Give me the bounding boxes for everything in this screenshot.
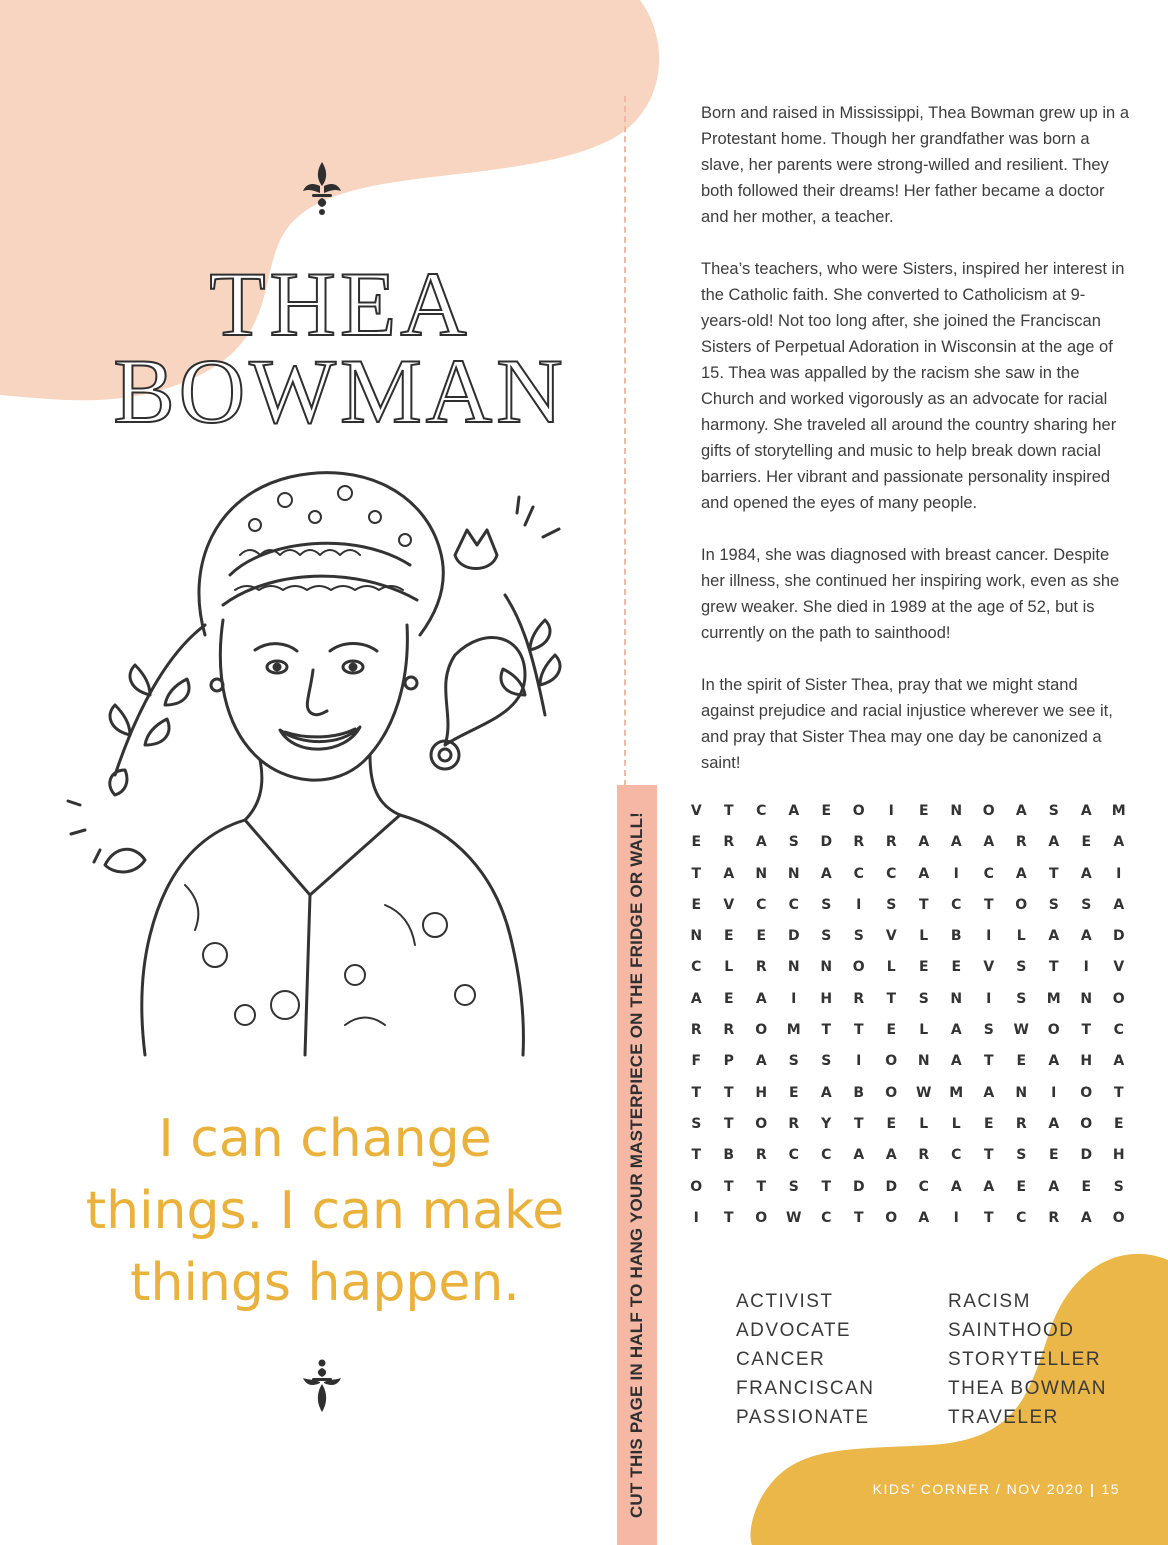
grid-letter: R bbox=[918, 1147, 930, 1164]
grid-letter: C bbox=[1113, 1022, 1124, 1039]
page-number: 15 bbox=[1101, 1481, 1120, 1497]
word-item: ACTIVIST bbox=[736, 1291, 834, 1312]
grid-letter: S bbox=[1048, 896, 1059, 913]
grid-letter: O bbox=[1047, 1022, 1060, 1039]
grid-letter: V bbox=[983, 959, 995, 976]
grid-letter: T bbox=[723, 803, 734, 819]
grid-letter: D bbox=[1112, 928, 1125, 945]
cut-guide-dashed-line bbox=[624, 96, 626, 786]
grid-letter: L bbox=[724, 959, 734, 976]
grid-letter: A bbox=[1015, 865, 1027, 882]
quote-line-1: I can change bbox=[158, 1109, 492, 1169]
grid-letter: E bbox=[691, 834, 702, 851]
grid-letter: T bbox=[821, 1022, 832, 1039]
grid-letter: C bbox=[821, 1147, 832, 1164]
word-item: RACISM bbox=[948, 1291, 1031, 1312]
grid-letter: A bbox=[1113, 834, 1125, 851]
grid-letter: B bbox=[723, 1147, 735, 1164]
bio-paragraph-3: In 1984, she was diagnosed with breast cancer. Despite her illness, she continued her inspiring work, even as she grew weaker. She died in 1989 at the age of 52, but is currently on the path to sainthood! bbox=[701, 546, 1120, 642]
bio-paragraph-4: In the spirit of Sister Thea, pray that we might stand against prejudice and racial injustice wherever we see it, and pray that Sister Thea may one day be canonized a saint! bbox=[701, 676, 1113, 772]
grid-letter: T bbox=[983, 1209, 994, 1226]
grid-letter: S bbox=[1016, 1147, 1027, 1164]
grid-letter: I bbox=[953, 865, 959, 882]
grid-letter: A bbox=[1048, 1115, 1060, 1132]
grid-letter: T bbox=[723, 1084, 734, 1101]
grid-letter: E bbox=[983, 1115, 994, 1132]
word-item: THEA BOWMAN bbox=[948, 1378, 1108, 1399]
grid-letter: A bbox=[755, 834, 767, 851]
grid-letter: N bbox=[787, 865, 800, 882]
grid-letter: R bbox=[853, 834, 865, 851]
grid-letter: R bbox=[1048, 1209, 1060, 1226]
grid-letter: A bbox=[1080, 1209, 1092, 1226]
grid-letter: F bbox=[691, 1053, 702, 1070]
grid-letter: D bbox=[787, 928, 800, 945]
bio-paragraph-1: Born and raised in Mississippi, Thea Bowman grew up in a Protestant home. Though her grandfather was born a slave, her parents were strong-willed and resilient. They both followed their dreams! Her father became a doctor and her mother, a teacher. bbox=[701, 104, 1129, 226]
grid-letter: A bbox=[1080, 865, 1092, 882]
grid-letter: O bbox=[690, 1178, 703, 1195]
grid-letter: L bbox=[1016, 928, 1026, 945]
grid-letter: E bbox=[723, 990, 734, 1007]
grid-letter: S bbox=[821, 1053, 832, 1070]
grid-letter: V bbox=[885, 928, 897, 945]
grid-letter: A bbox=[690, 990, 702, 1007]
grid-letter: D bbox=[1080, 1147, 1093, 1164]
grid-letter: S bbox=[691, 1115, 702, 1132]
grid-letter: I bbox=[856, 896, 862, 913]
grid-letter: D bbox=[852, 1178, 865, 1195]
grid-letter: E bbox=[1016, 1178, 1027, 1195]
grid-letter: T bbox=[723, 1115, 734, 1132]
grid-letter: A bbox=[1048, 1178, 1060, 1195]
grid-letter: S bbox=[918, 990, 929, 1007]
grid-letter: W bbox=[916, 1084, 932, 1101]
grid-letter: I bbox=[953, 1209, 959, 1226]
word-item: FRANCISCAN bbox=[736, 1378, 875, 1399]
grid-letter: E bbox=[756, 928, 767, 945]
grid-letter: C bbox=[853, 865, 864, 882]
grid-letter: A bbox=[983, 1178, 995, 1195]
grid-letter: O bbox=[852, 959, 865, 976]
grid-letter: A bbox=[820, 1084, 832, 1101]
fleur-ornament-bottom-icon bbox=[300, 1358, 344, 1414]
word-item: CANCER bbox=[736, 1349, 826, 1370]
grid-letter: T bbox=[1113, 1084, 1124, 1101]
grid-letter: C bbox=[821, 1209, 832, 1226]
grid-letter: L bbox=[919, 1115, 929, 1132]
inspirational-quote bbox=[60, 1103, 590, 1319]
grid-letter: A bbox=[820, 865, 832, 882]
grid-letter: C bbox=[1016, 1209, 1027, 1226]
grid-letter: N bbox=[1015, 1084, 1028, 1101]
grid-letter: C bbox=[756, 896, 767, 913]
grid-letter: S bbox=[821, 896, 832, 913]
grid-letter: A bbox=[983, 1084, 995, 1101]
thea-bowman-portrait-illustration bbox=[55, 455, 595, 1065]
grid-letter: S bbox=[1048, 803, 1059, 819]
bio-paragraph-2: Thea’s teachers, who were Sisters, inspired her interest in the Catholic faith. She converted to Catholicism at 9-years-old! Not too long after, she joined the Franciscan Sisters of Perpetual Adoration in Wisconsin at the age of 15. Thea was appalled by the racism she saw in the Church and worked vigorously as an advocate for racial harmony. She traveled all around the country sharing her gifts of storytelling and music to help break down racial barriers. Her vibrant and passionate personality inspired and opened the eyes of many people. bbox=[701, 260, 1125, 512]
grid-letter: A bbox=[950, 1022, 962, 1039]
grid-letter: T bbox=[723, 1178, 734, 1195]
grid-letter: E bbox=[723, 928, 734, 945]
grid-letter: P bbox=[723, 1053, 734, 1070]
grid-letter: O bbox=[1015, 896, 1028, 913]
grid-letter: O bbox=[755, 1022, 768, 1039]
grid-letter: R bbox=[788, 1115, 800, 1132]
grid-letter: C bbox=[691, 959, 702, 976]
grid-letter: I bbox=[693, 1209, 699, 1226]
grid-letter: A bbox=[1113, 1053, 1125, 1070]
biography-text bbox=[701, 100, 1131, 802]
title-last-name: BOWMAN bbox=[113, 340, 567, 442]
grid-letter: S bbox=[1081, 896, 1092, 913]
grid-letter: I bbox=[986, 990, 992, 1007]
grid-letter: T bbox=[691, 1084, 702, 1101]
word-search-grid bbox=[680, 796, 1140, 1234]
grid-letter: O bbox=[885, 1053, 898, 1070]
grid-letter: S bbox=[853, 928, 864, 945]
grid-letter: O bbox=[1112, 990, 1125, 1007]
grid-letter: L bbox=[951, 1115, 961, 1132]
grid-letter: I bbox=[888, 803, 894, 819]
grid-letter: E bbox=[1081, 834, 1092, 851]
grid-letter: S bbox=[788, 1178, 799, 1195]
grid-letter: E bbox=[1048, 1147, 1059, 1164]
grid-letter: A bbox=[1048, 834, 1060, 851]
grid-letter: E bbox=[788, 1084, 799, 1101]
grid-letter: R bbox=[755, 1147, 767, 1164]
grid-letter: M bbox=[1046, 990, 1061, 1007]
grid-letter: E bbox=[821, 803, 832, 819]
grid-letter: A bbox=[950, 1178, 962, 1195]
grid-letter: C bbox=[886, 865, 897, 882]
grid-letter: O bbox=[755, 1115, 768, 1132]
grid-letter: T bbox=[1048, 959, 1059, 976]
grid-letter: O bbox=[1112, 1209, 1125, 1226]
grid-letter: A bbox=[950, 834, 962, 851]
grid-letter: S bbox=[1113, 1178, 1124, 1195]
grid-letter: R bbox=[885, 834, 897, 851]
grid-letter: N bbox=[950, 803, 963, 819]
cut-instruction-text: CUT THIS PAGE IN HALF TO HANG YOUR MASTERPIECE ON THE FRIDGE OR WALL! bbox=[627, 811, 646, 1519]
grid-letter: N bbox=[755, 865, 768, 882]
grid-letter: S bbox=[821, 928, 832, 945]
grid-letter: A bbox=[1080, 803, 1092, 819]
grid-letter: H bbox=[1112, 1147, 1125, 1164]
grid-letter: E bbox=[918, 803, 929, 819]
quote-line-3: things happen. bbox=[130, 1253, 520, 1313]
grid-letter: C bbox=[788, 896, 799, 913]
grid-letter: S bbox=[788, 834, 799, 851]
grid-letter: L bbox=[919, 1022, 929, 1039]
grid-letter: O bbox=[755, 1209, 768, 1226]
grid-letter: D bbox=[820, 834, 833, 851]
grid-letter: A bbox=[1080, 928, 1092, 945]
grid-letter: R bbox=[723, 834, 735, 851]
word-list-left bbox=[736, 1287, 875, 1432]
grid-letter: N bbox=[820, 959, 833, 976]
grid-letter: E bbox=[1113, 1115, 1124, 1132]
grid-letter: T bbox=[691, 1147, 702, 1164]
grid-letter: T bbox=[918, 896, 929, 913]
grid-letter: T bbox=[983, 1053, 994, 1070]
grid-letter: M bbox=[949, 1084, 964, 1101]
grid-letter: R bbox=[1015, 834, 1027, 851]
grid-letter: A bbox=[853, 1147, 865, 1164]
grid-letter: T bbox=[983, 1147, 994, 1164]
grid-letter: C bbox=[918, 1178, 929, 1195]
grid-letter: N bbox=[950, 990, 963, 1007]
word-list-right bbox=[948, 1287, 1107, 1432]
grid-letter: L bbox=[886, 959, 896, 976]
fleur-ornament-icon bbox=[300, 160, 344, 216]
grid-letter: A bbox=[723, 865, 735, 882]
grid-letter: I bbox=[856, 1053, 862, 1070]
grid-letter: R bbox=[690, 1022, 702, 1039]
grid-letter: B bbox=[853, 1084, 865, 1101]
grid-letter: E bbox=[691, 896, 702, 913]
grid-letter: A bbox=[918, 1209, 930, 1226]
grid-letter: V bbox=[723, 896, 735, 913]
grid-letter: V bbox=[690, 803, 702, 819]
grid-letter: M bbox=[1111, 803, 1126, 819]
grid-letter: R bbox=[1015, 1115, 1027, 1132]
grid-letter: W bbox=[786, 1209, 802, 1226]
grid-letter: T bbox=[853, 1209, 864, 1226]
grid-letter: A bbox=[918, 865, 930, 882]
footer-label: KIDS’ CORNER / NOV 2020 bbox=[872, 1481, 1084, 1497]
grid-letter: N bbox=[1080, 990, 1093, 1007]
grid-letter: N bbox=[787, 959, 800, 976]
grid-letter: A bbox=[1048, 928, 1060, 945]
grid-letter: H bbox=[820, 990, 833, 1007]
grid-letter: I bbox=[791, 990, 797, 1007]
grid-letter: Y bbox=[821, 1115, 832, 1132]
grid-letter: H bbox=[1080, 1053, 1093, 1070]
grid-letter: S bbox=[886, 896, 897, 913]
grid-letter: N bbox=[917, 1053, 930, 1070]
grid-letter: S bbox=[983, 1022, 994, 1039]
word-item: SAINTHOOD bbox=[948, 1320, 1075, 1341]
word-item: TRAVELER bbox=[948, 1407, 1059, 1428]
grid-letter: I bbox=[1083, 959, 1089, 976]
grid-letter: W bbox=[1013, 1022, 1029, 1039]
grid-letter: O bbox=[982, 803, 995, 819]
grid-letter: C bbox=[756, 803, 767, 819]
grid-letter: A bbox=[788, 803, 800, 819]
grid-letter: T bbox=[723, 1209, 734, 1226]
word-item: ADVOCATE bbox=[736, 1320, 852, 1341]
grid-letter: S bbox=[1016, 959, 1027, 976]
grid-letter: T bbox=[1081, 1022, 1092, 1039]
grid-letter: O bbox=[1080, 1115, 1093, 1132]
grid-letter: A bbox=[950, 1053, 962, 1070]
grid-letter: C bbox=[983, 865, 994, 882]
title-first-name: THEA bbox=[209, 253, 471, 355]
page-footer bbox=[760, 1481, 1120, 1497]
grid-letter: O bbox=[852, 803, 865, 819]
grid-letter: A bbox=[755, 1053, 767, 1070]
grid-letter: E bbox=[886, 1022, 897, 1039]
grid-letter: V bbox=[1113, 959, 1125, 976]
grid-letter: H bbox=[755, 1084, 768, 1101]
grid-letter: A bbox=[885, 1147, 897, 1164]
grid-letter: R bbox=[723, 1022, 735, 1039]
grid-letter: T bbox=[821, 1178, 832, 1195]
grid-letter: O bbox=[1080, 1084, 1093, 1101]
grid-letter: R bbox=[853, 990, 865, 1007]
grid-letter: T bbox=[853, 1115, 864, 1132]
grid-letter: D bbox=[885, 1178, 898, 1195]
grid-letter: M bbox=[786, 1022, 801, 1039]
grid-letter: E bbox=[918, 959, 929, 976]
grid-letter: S bbox=[1016, 990, 1027, 1007]
grid-letter: T bbox=[756, 1178, 767, 1195]
word-item: STORYTELLER bbox=[948, 1349, 1102, 1370]
word-item: PASSIONATE bbox=[736, 1407, 870, 1428]
grid-letter: R bbox=[755, 959, 767, 976]
grid-letter: C bbox=[788, 1147, 799, 1164]
grid-letter: I bbox=[1051, 1084, 1057, 1101]
grid-letter: T bbox=[886, 990, 897, 1007]
grid-letter: A bbox=[983, 834, 995, 851]
grid-letter: B bbox=[950, 928, 962, 945]
grid-letter: T bbox=[983, 896, 994, 913]
grid-letter: T bbox=[853, 1022, 864, 1039]
grid-letter: O bbox=[885, 1084, 898, 1101]
grid-letter: C bbox=[951, 1147, 962, 1164]
grid-letter: I bbox=[1116, 865, 1122, 882]
grid-letter: E bbox=[886, 1115, 897, 1132]
footer-separator: | bbox=[1090, 1481, 1096, 1497]
grid-letter: A bbox=[918, 834, 930, 851]
grid-letter: I bbox=[986, 928, 992, 945]
grid-letter: S bbox=[788, 1053, 799, 1070]
grid-letter: T bbox=[1048, 865, 1059, 882]
quote-line-2: things. I can make bbox=[85, 1181, 565, 1241]
grid-letter: E bbox=[1081, 1178, 1092, 1195]
grid-letter: E bbox=[1016, 1053, 1027, 1070]
grid-letter: A bbox=[1015, 803, 1027, 819]
grid-letter: L bbox=[919, 928, 929, 945]
grid-letter: E bbox=[951, 959, 962, 976]
grid-letter: T bbox=[691, 865, 702, 882]
grid-letter: A bbox=[1113, 896, 1125, 913]
grid-letter: C bbox=[951, 896, 962, 913]
grid-letter: A bbox=[755, 990, 767, 1007]
grid-letter: O bbox=[885, 1209, 898, 1226]
grid-letter: N bbox=[690, 928, 703, 945]
grid-letter: A bbox=[1048, 1053, 1060, 1070]
